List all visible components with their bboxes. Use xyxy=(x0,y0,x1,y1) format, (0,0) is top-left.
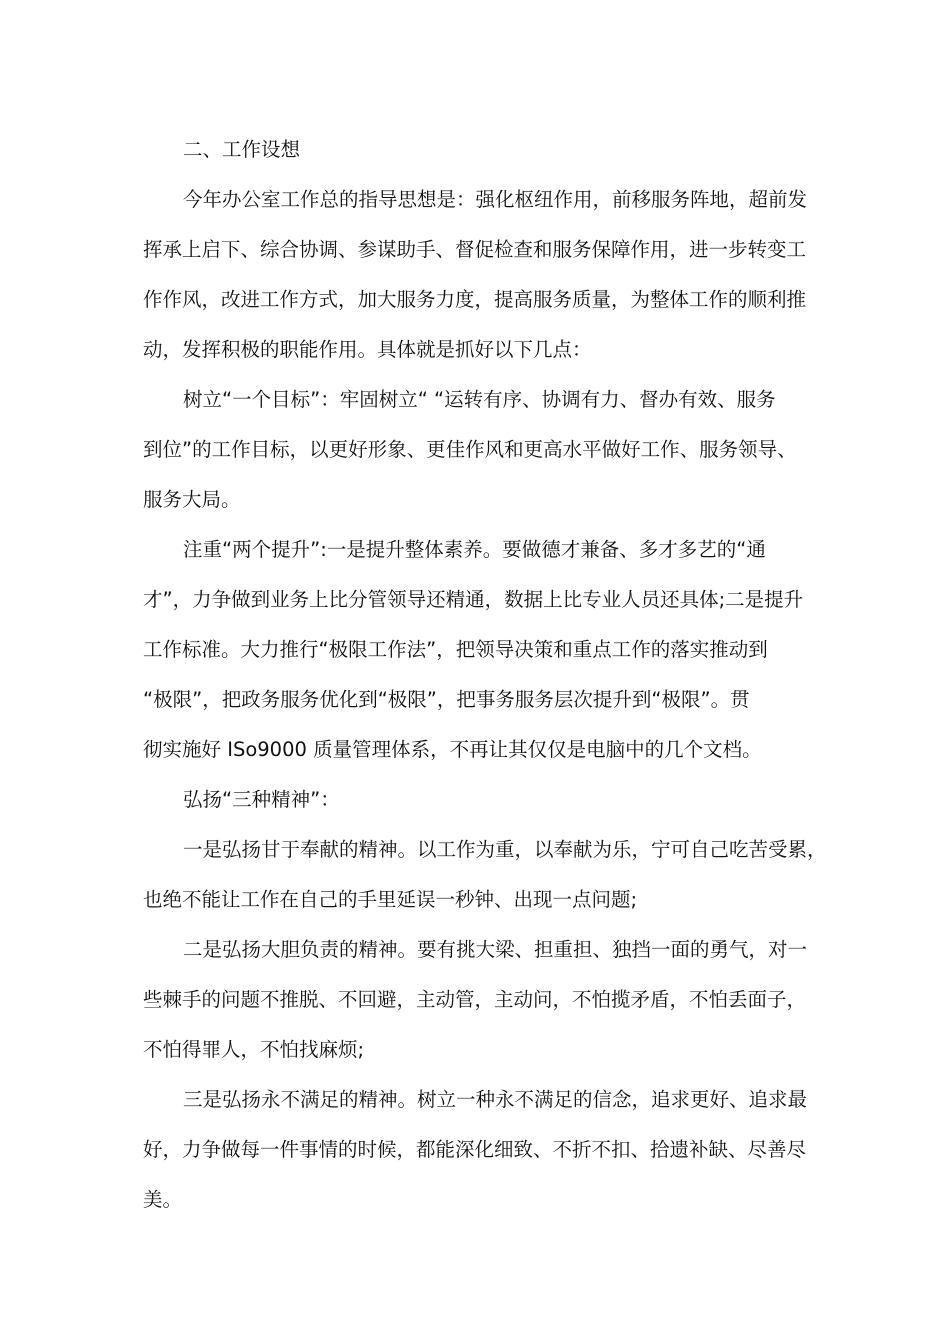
paragraph-line: 注重“两个提升”:一是提升整体素养。要做德才兼备、多才多艺的“通 xyxy=(183,538,766,561)
paragraph-line: 作作风，改进工作方式，加大服务力度，提高服务质量，为整体工作的顺利推 xyxy=(143,288,807,311)
paragraph-spirit-responsibility xyxy=(143,925,807,1075)
paragraph-line: 到位”的工作目标，以更好形象、更佳作风和更高水平做好工作、服务领导、 xyxy=(143,438,797,461)
paragraph-line: “极限”，把政务服务优化到“极限”，把事务服务层次提升到“极限”。贯 xyxy=(143,688,750,711)
paragraph-one-goal xyxy=(143,375,807,525)
paragraph-line: 也绝不能让工作在自己的手里延误一秒钟、出现一点问题; xyxy=(143,888,638,911)
paragraph-line: 服务大局。 xyxy=(143,488,241,511)
paragraph-spirit-dedication xyxy=(143,825,827,925)
paragraph-line: 动，发挥积极的职能作用。具体就是抓好以下几点： xyxy=(143,338,592,361)
section-heading-block xyxy=(143,125,807,175)
paragraph-line: 些棘手的问题不推脱、不回避，主动管，主动问，不怕揽矛盾，不怕丢面子， xyxy=(143,988,807,1011)
paragraph-spirit-never-satisfied xyxy=(143,1075,807,1225)
paragraph-line: 挥承上启下、综合协调、参谋助手、督促检查和服务保障作用，进一步转变工 xyxy=(143,238,807,261)
paragraph-line: 不怕得罪人，不怕找麻烦; xyxy=(143,1038,365,1061)
document-body xyxy=(143,125,827,1225)
paragraph-three-spirits-heading xyxy=(143,775,807,825)
paragraph-line: 二是弘扬大胆负责的精神。要有挑大梁、担重担、独挡一面的勇气，对一 xyxy=(183,938,808,961)
paragraph-line: 三是弘扬永不满足的精神。树立一种永不满足的信念，追求更好、追求最 xyxy=(183,1088,808,1111)
paragraph-line: 一是弘扬甘于奉献的精神。以工作为重，以奉献为乐，宁可自己吃苦受累， xyxy=(183,838,827,861)
paragraph-guiding-thought xyxy=(143,175,807,375)
paragraph-line: 才”，力争做到业务上比分管领导还精通，数据上比专业人员还具体;二是提升 xyxy=(143,588,804,611)
paragraph-line: 彻实施好 ISo9000 质量管理体系，不再让其仅仅是电脑中的几个文档。 xyxy=(143,738,762,761)
paragraph-line: 今年办公室工作总的指导思想是：强化枢纽作用，前移服务阵地，超前发 xyxy=(183,188,808,211)
paragraph-line: 工作标准。大力推行“极限工作法”，把领导决策和重点工作的落实推动到 xyxy=(143,638,768,661)
paragraph-line: 弘扬“三种精神”： xyxy=(183,788,340,811)
paragraph-two-improvements xyxy=(143,525,807,775)
paragraph-line: 树立“一个目标”：牢固树立“ “运转有序、协调有力、督办有效、服务 xyxy=(183,388,776,411)
section-heading: 二、工作设想 xyxy=(183,138,301,161)
paragraph-line: 美。 xyxy=(143,1188,183,1211)
paragraph-line: 好，力争做每一件事情的时候，都能深化细致、不折不扣、拾遗补缺、尽善尽 xyxy=(143,1138,807,1161)
